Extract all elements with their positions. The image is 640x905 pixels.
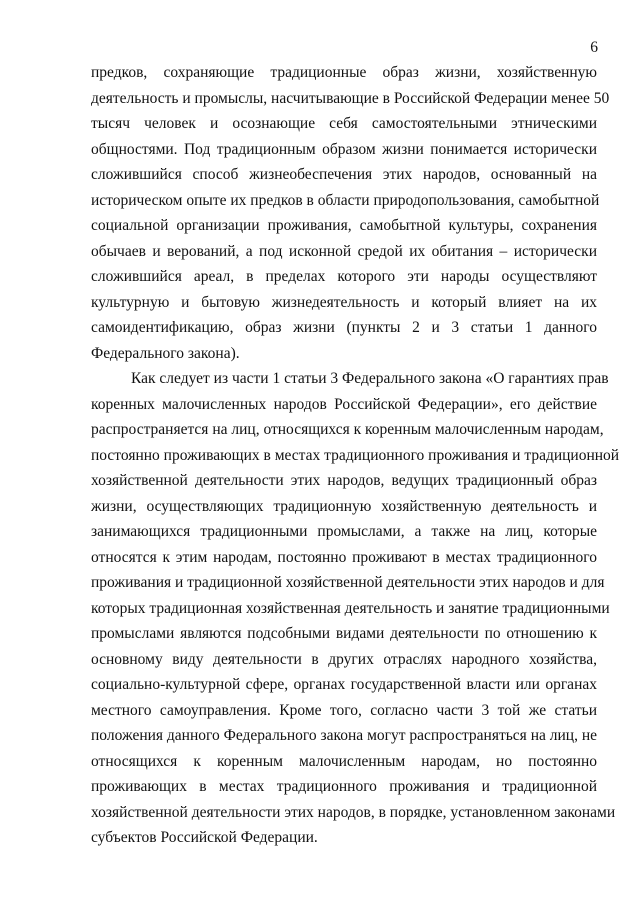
text-line: сложившийся способ жизнеобеспечения этих народов, основанный на (91, 166, 597, 183)
text-line: проживающих в местах традиционного проживания и традиционной (91, 778, 597, 795)
text-line: которых традиционная хозяйственная деятельность и занятие традиционными (91, 599, 610, 617)
text-line: предков, сохраняющие традиционные образ жизни, хозяйственную (91, 64, 597, 81)
text-line: историческом опыте их предков в области природопользования, самобытной (91, 191, 600, 209)
text-line: проживания и традиционной хозяйственной деятельности этих народов и для (91, 574, 605, 591)
text-line: социальной организации проживания, самобытной культуры, сохранения (91, 217, 597, 234)
text-line: коренных малочисленных народов Российской Федерации», его действие (91, 395, 597, 413)
text-line: тысяч человек и осознающие себя самостоятельными этническими (91, 115, 597, 132)
text-line: Как следует из части 1 статьи 3 Федерального закона «О гарантиях прав (131, 370, 609, 387)
text-line: хозяйственной деятельности этих народов, ведущих традиционный образ (91, 472, 597, 489)
text-line: деятельность и промыслы, насчитывающие в Российской Федерации менее 50 (91, 89, 610, 107)
document-body (91, 60, 620, 851)
text-line: местного самоуправления. Кроме того, согласно части 3 той же статьи (91, 701, 597, 719)
text-line: относятся к этим народам, постоянно проживают в местах традиционного (91, 548, 597, 566)
text-line: сложившийся ареал, в пределах которого эти народы осуществляют (91, 268, 597, 285)
text-line: социально-культурной сфере, органах государственной власти или органах (91, 676, 597, 693)
text-line: занимающихся традиционными промыслами, а также на лиц, которые (91, 523, 597, 540)
paragraph-1 (91, 60, 610, 366)
text-line: самоидентификацию, образ жизни (пункты 2 и 3 статьи 1 данного (91, 319, 597, 336)
text-line: основному виду деятельности в других отраслях народного хозяйства, (91, 650, 597, 668)
text-line: распространяется на лиц, относящихся к коренным малочисленным народам, (91, 421, 604, 438)
text-line: Федерального закона). (91, 344, 240, 362)
text-line: субъектов Российской Федерации. (91, 829, 318, 846)
text-line: промыслами являются подсобными видами деятельности по отношению к (91, 625, 597, 642)
text-line: обычаев и верований, а под исконной средой их обитания – исторически (91, 242, 597, 260)
text-line: культурную и бытовую жизнедеятельность и который влияет на их (91, 293, 597, 311)
text-line: постоянно проживающих в местах традиционного проживания и традиционной (91, 446, 620, 464)
text-line: общностями. Под традиционным образом жизни понимается исторически (91, 140, 597, 158)
text-line: положения данного Федерального закона могут распространяться на лиц, не (91, 727, 597, 744)
text-line: хозяйственной деятельности этих народов, в порядке, установленном законами (91, 803, 616, 821)
text-line: относящихся к коренным малочисленным народам, но постоянно (91, 752, 597, 770)
text-line: жизни, осуществляющих традиционную хозяйственную деятельность и (91, 497, 597, 515)
page-number: 6 (590, 39, 598, 56)
paragraph-2 (91, 366, 620, 851)
